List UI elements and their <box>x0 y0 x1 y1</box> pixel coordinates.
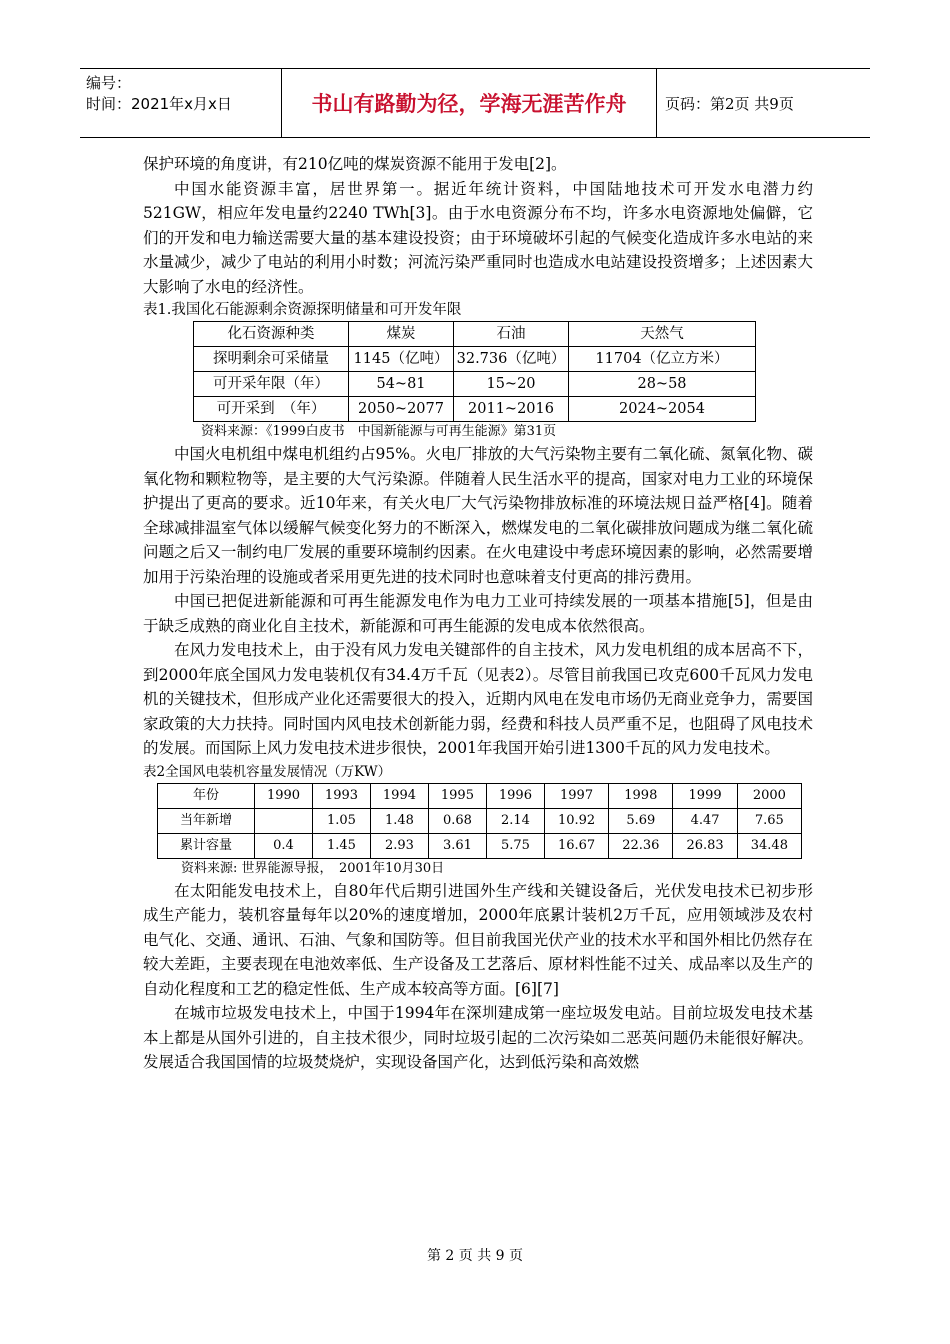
table-cell: 7.65 <box>737 808 801 833</box>
paragraph: 在太阳能发电技术上，自80年代后期引进国外生产线和关键设备后，光伏发电技术已初步形成生产能力，装机容量每年以20%的速度增加，2000年底累计装机2万千瓦，应用领域涉及农村电气化、交通、通讯、石油、气象和国防等。但目前我国光伏产业的技术水平和国外相比仍然存在较大差距，主要表现在电池效率低、生产设备及工艺落后、原材料性能不过关、成品率以及生产的自动化程度和工艺的稳定性低、生产成本较高等方面。[6][7] <box>143 881 813 998</box>
table-cell: 可开采到 （年） <box>194 397 349 422</box>
table2-wind-capacity <box>157 783 802 859</box>
paragraph: 中国火电机组中煤电机组约占95%。火电厂排放的大气污染物主要有二氧化硫、氮氧化物、碳氧化物和颗粒物等，是主要的大气污染源。伴随着人民生活水平的提高，国家对电力工业的环境保护提出了更高的要求。近10年来，有关火电厂大气污染物排放标准的环境法规日益严格[4]。随着全球减排温室气体以缓解气候变化努力的不断深入，燃煤发电的二氧化碳排放问题成为继二氧化硫问题之后又一制约电厂发展的重要环境制约因素。在火电建设中考虑环境因素的影响，必然需要增加用于污染治理的设施或者采用更先进的技术同时也意味着支付更高的排污费用。 <box>143 445 813 586</box>
header-page-number: 页码：第2页 共9页 <box>665 94 794 113</box>
paragraph: 保护环境的角度讲，有210亿吨的煤炭资源不能用于发电[2]。 <box>143 155 567 173</box>
table-cell: 2.93 <box>370 833 428 858</box>
table-cell: 3.61 <box>428 833 486 858</box>
table-cell: 0.68 <box>428 808 486 833</box>
table-cell: 28~58 <box>569 372 756 397</box>
paragraph: 在风力发电技术上，由于没有风力发电关键部件的自主技术，风力发电机组的成本居高不下，到2000年底全国风力发电装机仅有34.4万千瓦（见表2）。尽管目前我国已攻克600千瓦风力发电机的关键技术，但形成产业化还需要很大的投入，近期内风电在发电市场仍无商业竞争力，需要国家政策的大力扶持。同时国内风电技术创新能力弱，经费和科技人员严重不足，也阻碍了风电技术的发展。而国际上风力发电技术进步很快，2001年我国开始引进1300千瓦的风力发电技术。 <box>143 641 813 757</box>
header-meta <box>80 69 282 137</box>
table-cell: 34.48 <box>737 833 801 858</box>
table-row <box>194 397 756 422</box>
table-row <box>194 347 756 372</box>
table-cell: 2011~2016 <box>454 397 569 422</box>
table-cell: 2.14 <box>486 808 544 833</box>
document-time-label: 时间：2021年x月x日 <box>86 95 232 113</box>
table-cell: 15~20 <box>454 372 569 397</box>
table-cell: 4.47 <box>673 808 737 833</box>
table-cell: 0.4 <box>255 833 313 858</box>
table-header-cell: 1993 <box>312 783 370 808</box>
table-cell: 1.45 <box>312 833 370 858</box>
table-header-cell: 1990 <box>255 783 313 808</box>
table-cell: 26.83 <box>673 833 737 858</box>
table-cell: 1145（亿吨） <box>349 347 454 372</box>
table-cell: 10.92 <box>544 808 608 833</box>
header-motto: 书山有路勤为径，学海无涯苦作舟 <box>282 69 657 137</box>
table-cell: 22.36 <box>609 833 673 858</box>
table-header-cell: 1994 <box>370 783 428 808</box>
table2-caption: 表2全国风电装机容量发展情况（万KW） <box>143 763 392 780</box>
table-header-cell: 天然气 <box>569 322 756 347</box>
table-cell: 54~81 <box>349 372 454 397</box>
table-header-cell: 煤炭 <box>349 322 454 347</box>
table-header-cell: 石油 <box>454 322 569 347</box>
table-cell: 16.67 <box>544 833 608 858</box>
table-cell: 累计容量 <box>158 833 255 858</box>
table-cell: 可开采年限（年） <box>194 372 349 397</box>
table-cell <box>255 808 313 833</box>
table-header-cell: 1997 <box>544 783 608 808</box>
document-number-label: 编号： <box>86 74 132 92</box>
table-cell: 32.736（亿吨） <box>454 347 569 372</box>
table-header-cell: 年份 <box>158 783 255 808</box>
table-cell: 2024~2054 <box>569 397 756 422</box>
table-row <box>158 833 802 858</box>
table-header-cell: 1995 <box>428 783 486 808</box>
table-cell: 5.69 <box>609 808 673 833</box>
table-cell: 1.05 <box>312 808 370 833</box>
table-header-row <box>158 783 802 808</box>
table1-fossil-reserves <box>193 321 756 422</box>
table-header-cell: 1996 <box>486 783 544 808</box>
table-header-cell: 化石资源种类 <box>194 322 349 347</box>
paragraph: 在城市垃圾发电技术上，中国于1994年在深圳建成第一座垃圾发电站。目前垃圾发电技术基本上都是从国外引进的，自主技术很少，同时垃圾引起的二次污染如二恶英问题仍未能很好解决。发展适合我国国情的垃圾焚烧炉，实现设备国产化，达到低污染和高效燃 <box>143 1004 813 1071</box>
page-header <box>80 68 870 138</box>
table-cell: 11704（亿立方米） <box>569 347 756 372</box>
table-cell: 1.48 <box>370 808 428 833</box>
table-row <box>158 808 802 833</box>
paragraph: 中国已把促进新能源和可再生能源发电作为电力工业可持续发展的一项基本措施[5]，但是由于缺乏成熟的商业化自主技术，新能源和可再生能源的发电成本依然很高。 <box>143 592 813 635</box>
table-cell: 当年新增 <box>158 808 255 833</box>
table-cell: 探明剩余可采储量 <box>194 347 349 372</box>
table-cell: 2050~2077 <box>349 397 454 422</box>
table-row <box>194 372 756 397</box>
page-footer: 第 2 页 共 9 页 <box>426 1248 524 1264</box>
table-header-cell: 2000 <box>737 783 801 808</box>
table-header-row <box>194 322 756 347</box>
table1-source: 资料来源：《1999白皮书 中国新能源与可再生能源》第31页 <box>201 424 557 439</box>
table2-source: 资料来源: 世界能源导报， 2001年10月30日 <box>181 860 445 876</box>
table-cell: 5.75 <box>486 833 544 858</box>
table-header-cell: 1999 <box>673 783 737 808</box>
document-body <box>143 152 813 1075</box>
table-header-cell: 1998 <box>609 783 673 808</box>
paragraph: 中国水能资源丰富，居世界第一。据近年统计资料，中国陆地技术可开发水电潜力约521GW，相应年发电量约2240 TWh[3]。由于水电资源分布不均，许多水电资源地处偏僻，它们的开发和电力输送需要大量的基本建设投资；由于环境破坏引起的气候变化造成许多水电站的来水量减少，减少了电站的利用小时数；河流污染严重同时也造成水电站建设投资增多；上述因素大大影响了水电的经济性。 <box>143 179 813 296</box>
table1-caption: 表1.我国化石能源剩余资源探明储量和可开发年限 <box>143 302 462 318</box>
